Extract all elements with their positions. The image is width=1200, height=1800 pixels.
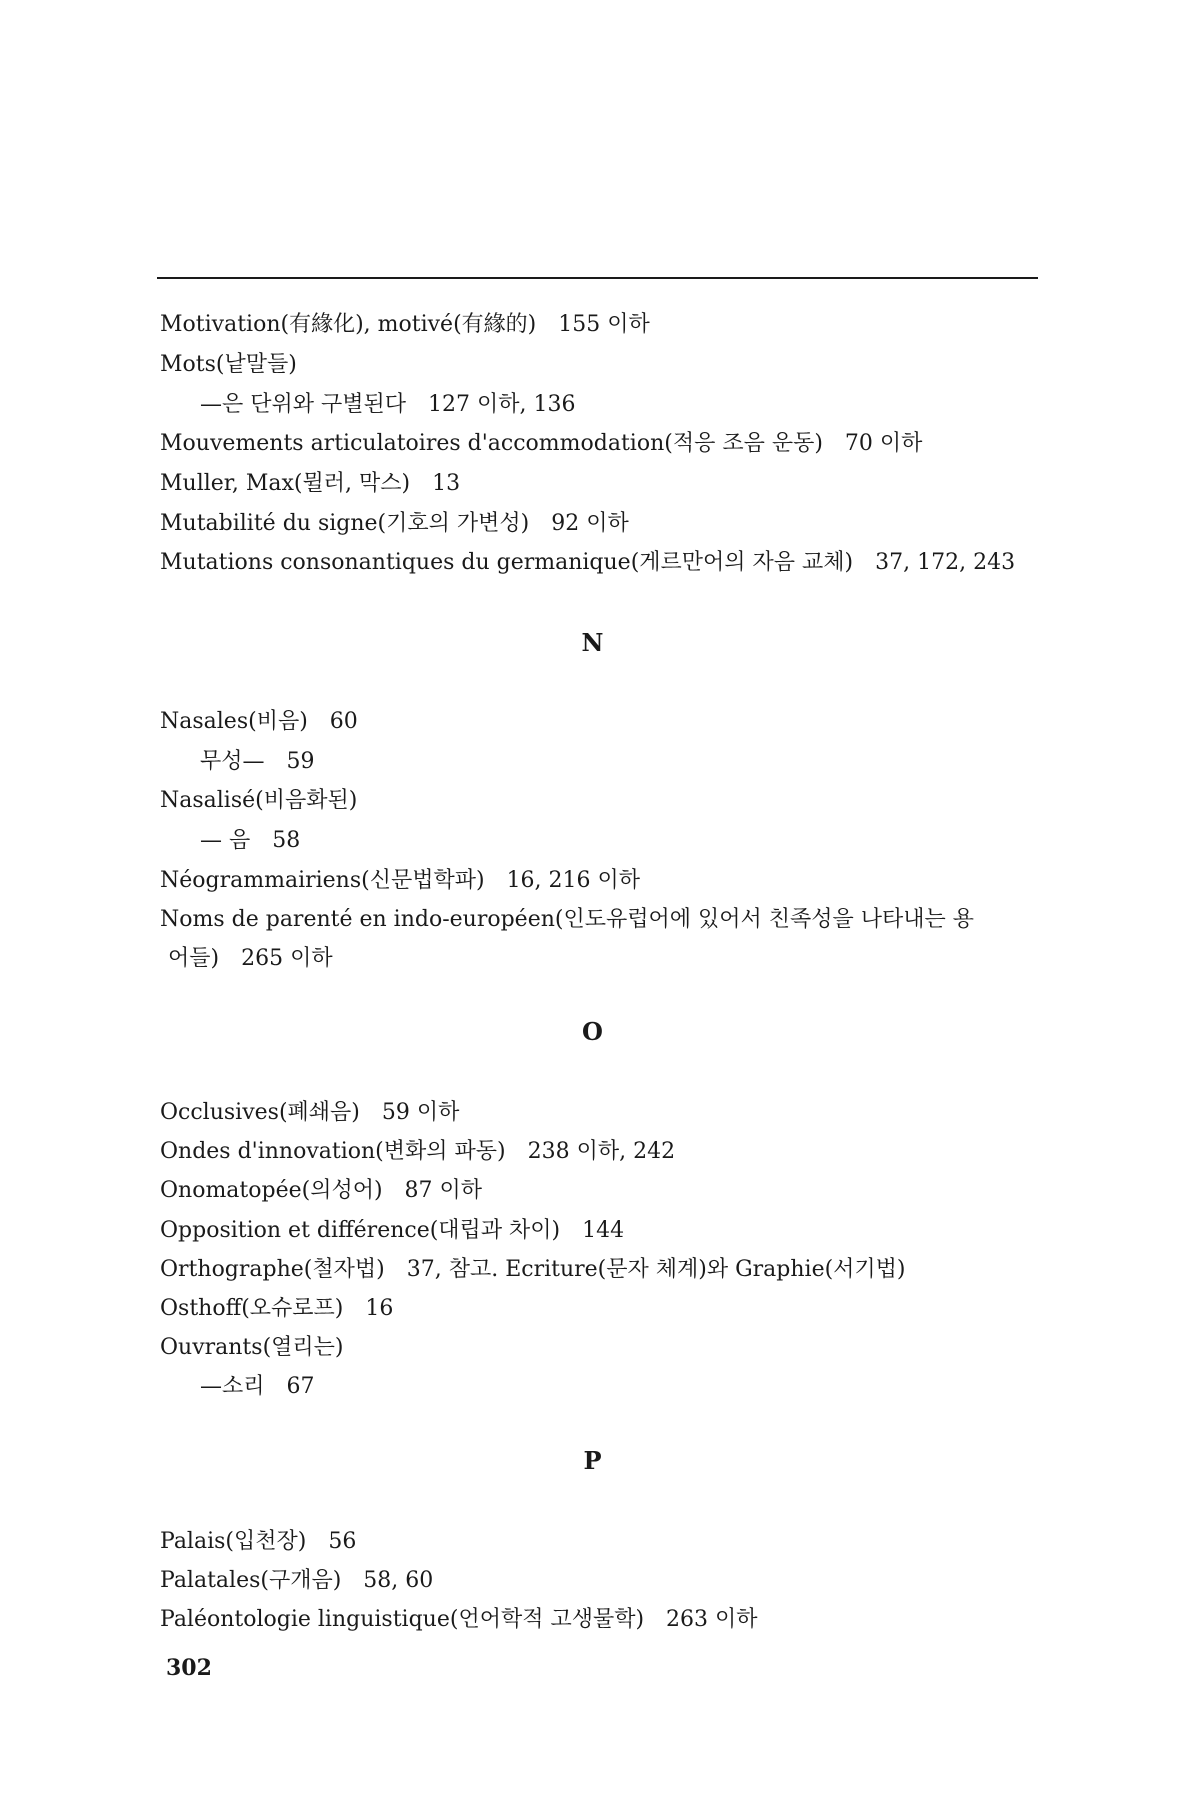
- entry-nasales: Nasales(비음) 60: [160, 709, 358, 734]
- entry-mots-sub: —은 단위와 구별된다 127 이하, 136: [200, 392, 576, 417]
- entry-palais: Palais(입천장) 56: [160, 1529, 357, 1554]
- entry-paleontologie: Paléontologie linguistique(언어학적 고생물학) 263 이하: [160, 1607, 758, 1632]
- entry-ouvrants: Ouvrants(열리는): [160, 1335, 344, 1360]
- section-letter-p: P: [583, 1446, 602, 1475]
- entry-noms-line1: Noms de parenté en indo-européen(인도유럽어에 있어서 친족성을 나타내는 용: [160, 907, 974, 932]
- entry-mots: Mots(낱말들): [160, 352, 297, 377]
- entry-ouvrants-sub: —소리 67: [200, 1374, 315, 1399]
- entry-muller: Muller, Max(뮐러, 막스) 13: [160, 471, 461, 496]
- entry-mutabilite: Mutabilité du signe(기호의 가변성) 92 이하: [160, 511, 629, 536]
- entry-noms-line2: 어들) 265 이하: [168, 946, 333, 971]
- header-rule: [157, 277, 1038, 279]
- entry-osthoff: Osthoff(오슈로프) 16: [160, 1296, 394, 1321]
- entry-mouvements: Mouvements articulatoires d'accommodation(적응 조음 운동) 70 이하: [160, 431, 923, 456]
- entry-orthographe: Orthographe(철자법) 37, 참고. Ecriture(문자 체계)와 Graphie(서기법): [160, 1257, 906, 1282]
- section-letter-n: N: [581, 628, 604, 657]
- entry-opposition: Opposition et différence(대립과 차이) 144: [160, 1218, 625, 1243]
- entry-nasales-sub: 무성— 59: [200, 749, 315, 774]
- section-letter-o: O: [582, 1017, 603, 1046]
- entry-occlusives: Occlusives(폐쇄음) 59 이하: [160, 1100, 460, 1125]
- entry-motivation: Motivation(有緣化), motivé(有緣的) 155 이하: [160, 312, 650, 337]
- entry-ondes: Ondes d'innovation(변화의 파동) 238 이하, 242: [160, 1139, 676, 1164]
- page-number: 302: [166, 1655, 212, 1681]
- entry-onomatopee: Onomatopée(의성어) 87 이하: [160, 1178, 483, 1203]
- entry-neogrammairiens: Néogrammairiens(신문법학파) 16, 216 이하: [160, 868, 641, 893]
- entry-nasalise: Nasalisé(비음화된): [160, 788, 358, 813]
- entry-mutations: Mutations consonantiques du germanique(게르만어의 자음 교체) 37, 172, 243: [160, 550, 1016, 575]
- entry-nasalise-sub: — 음 58: [200, 828, 301, 853]
- entry-palatales: Palatales(구개음) 58, 60: [160, 1568, 434, 1593]
